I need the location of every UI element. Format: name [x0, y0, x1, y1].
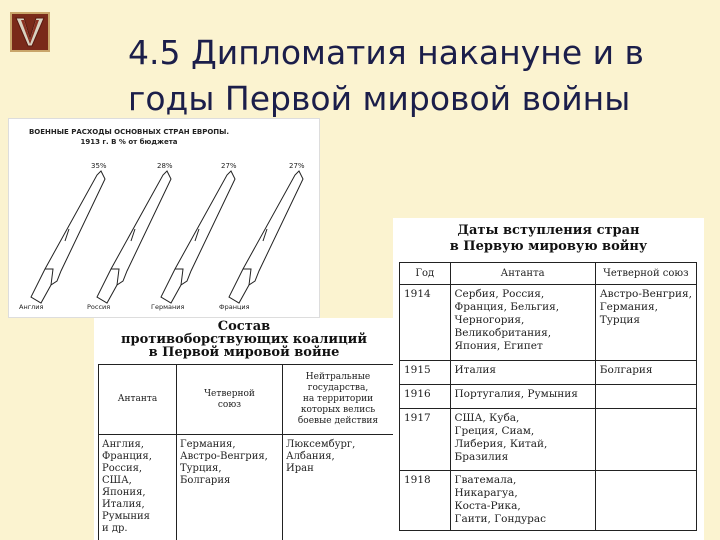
- coalitions-title: в Первой мировой войне: [148, 345, 340, 360]
- table-row: [400, 409, 697, 471]
- country-label: Англия: [19, 303, 44, 311]
- column-header-central: Четверной союз: [177, 365, 283, 435]
- table-header-row: [400, 263, 697, 285]
- slide-title-line1: 4.5 Дипломатия накануне и в: [128, 33, 644, 72]
- coalitions-title: противоборствующих коалиций: [121, 332, 367, 347]
- coalitions-table: [98, 364, 394, 540]
- country-label: Германия: [151, 303, 185, 311]
- slide-title-line2: годы Первой мировой войны: [128, 79, 631, 118]
- entry-dates-table: [399, 262, 697, 531]
- logo: [10, 12, 50, 52]
- table-row: [400, 361, 697, 385]
- coalitions-title: Состав: [217, 319, 271, 334]
- v-emblem-icon: [12, 14, 48, 50]
- central-cell: Германия, Австро-Венгрия, Турция, Болгария: [177, 435, 283, 540]
- coalitions-figure: [94, 318, 398, 540]
- military-spending-figure: [8, 118, 320, 318]
- year-cell: 1917: [400, 409, 451, 471]
- entente-cell: Гватемала, Никарагуа, Коста-Рика, Гаити, Гондурас: [450, 471, 595, 531]
- year-cell: 1914: [400, 285, 451, 361]
- table-row: [99, 435, 394, 540]
- entente-cell: США, Куба, Греция, Сиам, Либерия, Китай, Бразилия: [450, 409, 595, 471]
- rifles-illustration: [9, 119, 321, 319]
- table-row: [400, 385, 697, 409]
- spending-heading: ВОЕННЫЕ РАСХОДЫ ОСНОВНЫХ СТРАН ЕВРОПЫ.: [28, 128, 230, 136]
- entente-cell: Сербия, Россия, Франция, Бельгия, Черногория, Великобритания, Япония, Египет: [450, 285, 595, 361]
- column-header-central: Четверной союз: [595, 263, 696, 285]
- table-row: [400, 285, 697, 361]
- rifle-icon: [31, 171, 105, 303]
- entente-cell: Италия: [450, 361, 595, 385]
- percent-label: 28%: [157, 162, 173, 170]
- year-cell: 1915: [400, 361, 451, 385]
- rifle-icon: [161, 171, 235, 303]
- country-label: Франция: [219, 303, 250, 311]
- column-header-neutral: Нейтральные государства, на территории которых велись боевые действия: [283, 365, 394, 435]
- central-cell: [595, 471, 696, 531]
- entente-cell: Португалия, Румыния: [450, 385, 595, 409]
- table-row: [400, 471, 697, 531]
- percent-label: 35%: [91, 162, 107, 170]
- spending-subheading: 1913 г. В % от бюджета: [80, 138, 178, 146]
- percent-label: 27%: [289, 162, 305, 170]
- column-header-year: Год: [400, 263, 451, 285]
- central-cell: [595, 385, 696, 409]
- central-cell: Болгария: [595, 361, 696, 385]
- entente-cell: Англия, Франция, Россия, США, Япония, Италия, Румыния и др.: [99, 435, 177, 540]
- rifle-icon: [97, 171, 171, 303]
- percent-label: 27%: [221, 162, 237, 170]
- entry-dates-title: в Первую мировую войну: [449, 239, 648, 254]
- column-header-entente: Антанта: [99, 365, 177, 435]
- country-label: Россия: [87, 303, 111, 311]
- year-cell: 1918: [400, 471, 451, 531]
- central-cell: Австро-Венгрия, Германия, Турция: [595, 285, 696, 361]
- slide-title: [128, 30, 708, 122]
- entry-dates-figure: [393, 218, 704, 540]
- entry-dates-title: Даты вступления стран: [457, 223, 640, 238]
- central-cell: [595, 409, 696, 471]
- column-header-entente: Антанта: [450, 263, 595, 285]
- rifle-icon: [229, 171, 303, 303]
- year-cell: 1916: [400, 385, 451, 409]
- neutral-cell: Люксембург, Албания, Иран: [283, 435, 394, 540]
- table-header-row: [99, 365, 394, 435]
